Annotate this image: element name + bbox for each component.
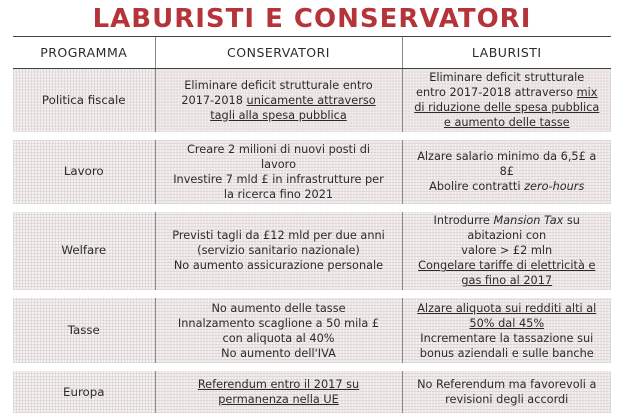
cell-line: valore > £2 mln [461,244,553,258]
laburisti-cell [402,208,611,295]
cell-line [161,108,397,123]
cell-line [408,100,607,115]
table-row [13,208,611,295]
conservatori-cell [155,136,402,208]
table-header-row [13,37,611,69]
cell-line [161,392,397,407]
programma-cell: Politica fiscale [13,69,155,136]
cell-line [408,316,607,331]
cell-line: (servizio sanitario nazionale) [197,244,360,258]
cell-line: No aumento dell'IVA [221,346,336,360]
laburisti-cell [402,69,611,136]
cell-line: Investire 7 mld £ in infrastrutture per [173,172,384,186]
cell-line: 8£ [499,165,514,179]
cell-line [161,377,397,392]
italic-text: Mansion Tax [493,214,564,228]
table-row [13,136,611,208]
conservatori-cell [155,208,402,295]
conservatori-cell [155,367,402,413]
cell-line: Innalzamento scaglione a 50 mila £ [177,316,380,330]
cell-line: Creare 2 milioni di nuovi posti di [186,142,371,156]
cell-line: Eliminare deficit strutturale entro [184,78,373,92]
cell-line: No aumento assicurazione personale [173,259,384,273]
table-row [13,69,611,136]
underlined-text: gas fino al 2017 [461,274,553,288]
underlined-text: di riduzione delle spesa pubblica [414,101,600,115]
underlined-text: 50% dal 45% [469,316,545,330]
page-title: LABURISTI E CONSERVATORI [92,4,532,34]
cell-line: la ricerca fino 2021 [223,187,334,201]
cell-line [408,115,607,130]
italic-text: zero-hours [524,180,585,194]
programma-cell: Welfare [13,208,155,295]
cell-line: Alzare salario minimo da 6,5£ a [417,150,597,164]
comparison-table [13,36,611,413]
programma-cell: Lavoro [13,136,155,208]
cell-line: con aliquota al 40% [222,331,335,345]
cell-line: 2017-2018 unicamente attraverso [181,93,376,107]
cell-line [408,301,607,316]
underlined-text: unicamente attraverso [246,93,376,107]
header-laburisti: LABURISTI [402,37,611,69]
cell-line: Abolire contratti zero-hours [429,180,585,194]
cell-line: Incrementare la tassazione sui [420,331,594,345]
programma-cell: Europa [13,367,155,413]
underlined-text: Alzare aliquota sui redditi alti al [417,301,597,315]
cell-line: bonus aziendali e sulle banche [419,346,594,360]
header-conservatori: CONSERVATORI [155,37,402,69]
laburisti-cell [402,367,611,413]
cell-line: abitazioni con [467,229,547,243]
underlined-text: tagli alla spesa pubblica [210,108,347,122]
cell-line [408,273,607,288]
laburisti-cell [402,136,611,208]
underlined-text: permanenza nella UE [218,393,339,407]
cell-line [408,258,607,273]
cell-line: No Referendum ma favorevoli a [417,378,597,392]
cell-line: lavoro [261,157,296,171]
underlined-text: Congelare tariffe di elettricità e [418,259,596,273]
table-row [13,294,611,367]
table-row [13,367,611,413]
conservatori-cell [155,69,402,136]
laburisti-cell [402,294,611,367]
cell-line: Introdurre Mansion Tax su [433,214,580,228]
cell-line: Previsti tagli da £12 mld per due anni [172,229,385,243]
cell-line: No aumento delle tasse [211,301,346,315]
cell-line: entro 2017-2018 attraverso mix [416,86,598,100]
programma-cell: Tasse [13,294,155,367]
underlined-text: Referendum entro il 2017 su [197,378,360,392]
underlined-text: mix [576,86,598,100]
cell-line: revisioni degli accordi [445,393,569,407]
conservatori-cell [155,294,402,367]
underlined-text: e aumento delle tasse [443,116,570,130]
cell-line: Eliminare deficit strutturale [429,71,585,85]
header-programma: PROGRAMMA [13,37,155,69]
